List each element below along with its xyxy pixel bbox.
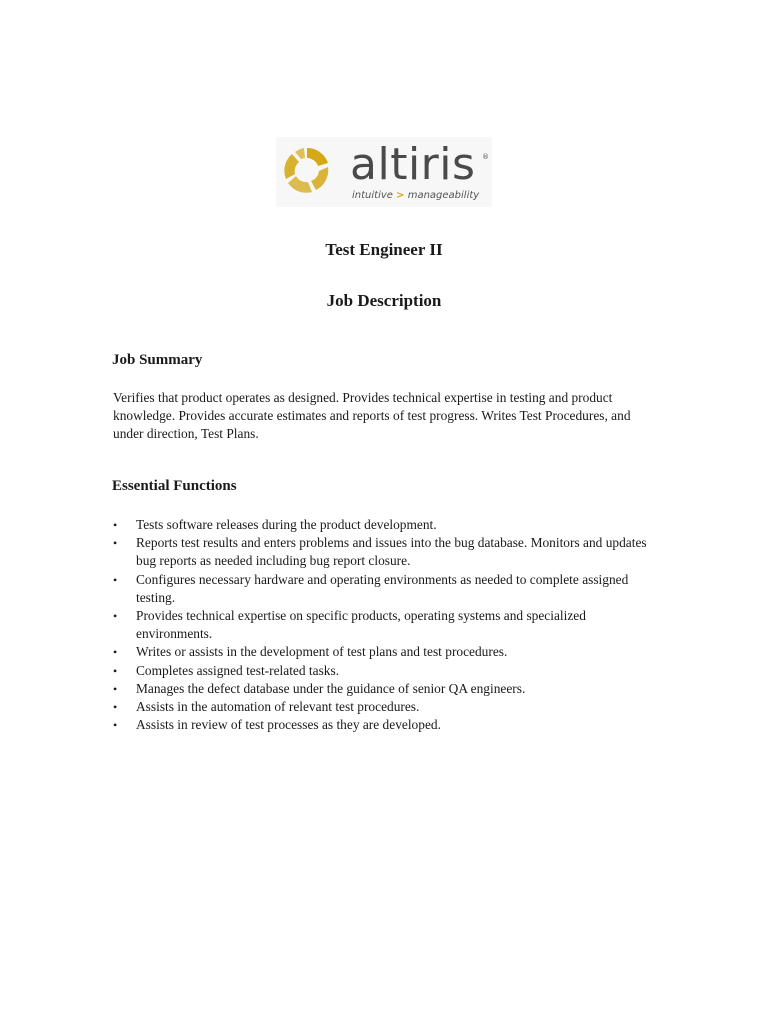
essential-functions-heading: Essential Functions xyxy=(112,478,237,494)
list-item xyxy=(112,643,662,661)
bullet-icon: • xyxy=(113,536,118,551)
essential-functions-list xyxy=(112,516,662,734)
job-summary-text: Verifies that product operates as designed. Provides technical expertise in testing and product knowledge. Provides accurate estimates and reports of test progress. Writes Test Procedures, and under direction, Test Plans. xyxy=(113,390,631,441)
list-item xyxy=(112,534,662,570)
bullet-icon: • xyxy=(113,609,118,624)
logo-tagline-separator: > xyxy=(396,190,405,201)
list-item-text: Reports test results and enters problems and issues into the bug database. Monitors and updates bug reports as needed including bug report closure. xyxy=(136,535,647,569)
bullet-icon: • xyxy=(113,681,118,696)
list-item-text: Completes assigned test-related tasks. xyxy=(136,662,340,678)
list-item-text: Provides technical expertise on specific products, operating systems and specialized environments. xyxy=(136,608,586,642)
list-item xyxy=(112,680,662,698)
logo-wordmark: altiris xyxy=(350,139,476,190)
altiris-logo xyxy=(276,137,492,207)
logo-registered-mark: ® xyxy=(482,153,489,161)
list-item xyxy=(112,516,662,534)
list-item-text: Assists in review of test processes as they are developed. xyxy=(136,717,441,733)
list-item xyxy=(112,698,662,716)
bullet-icon: • xyxy=(113,518,118,532)
logo-tagline-right: manageability xyxy=(407,190,480,201)
list-item xyxy=(112,607,662,643)
list-item-text: Configures necessary hardware and operating environments as needed to complete assigned testing. xyxy=(136,571,629,605)
bullet-icon: • xyxy=(113,663,118,678)
altiris-swirl-icon xyxy=(282,145,332,195)
job-summary-heading: Job Summary xyxy=(112,352,203,368)
page-subtitle: Job Description xyxy=(326,291,442,310)
list-item-text: Tests software releases during the product development. xyxy=(136,517,437,532)
list-item-text: Writes or assists in the development of test plans and test procedures. xyxy=(136,644,508,660)
list-item xyxy=(112,716,662,734)
list-item-text: Assists in the automation of relevant test procedures. xyxy=(136,699,420,715)
logo-tagline xyxy=(352,190,479,201)
page-title: Test Engineer II xyxy=(325,240,443,259)
list-item xyxy=(112,662,662,680)
bullet-icon: • xyxy=(113,572,118,587)
logo-tagline-left: intuitive xyxy=(352,190,393,201)
list-item xyxy=(112,571,662,607)
list-item-text: Manages the defect database under the guidance of senior QA engineers. xyxy=(136,680,526,696)
bullet-icon: • xyxy=(113,700,118,715)
bullet-icon: • xyxy=(113,718,118,733)
bullet-icon: • xyxy=(113,645,118,660)
